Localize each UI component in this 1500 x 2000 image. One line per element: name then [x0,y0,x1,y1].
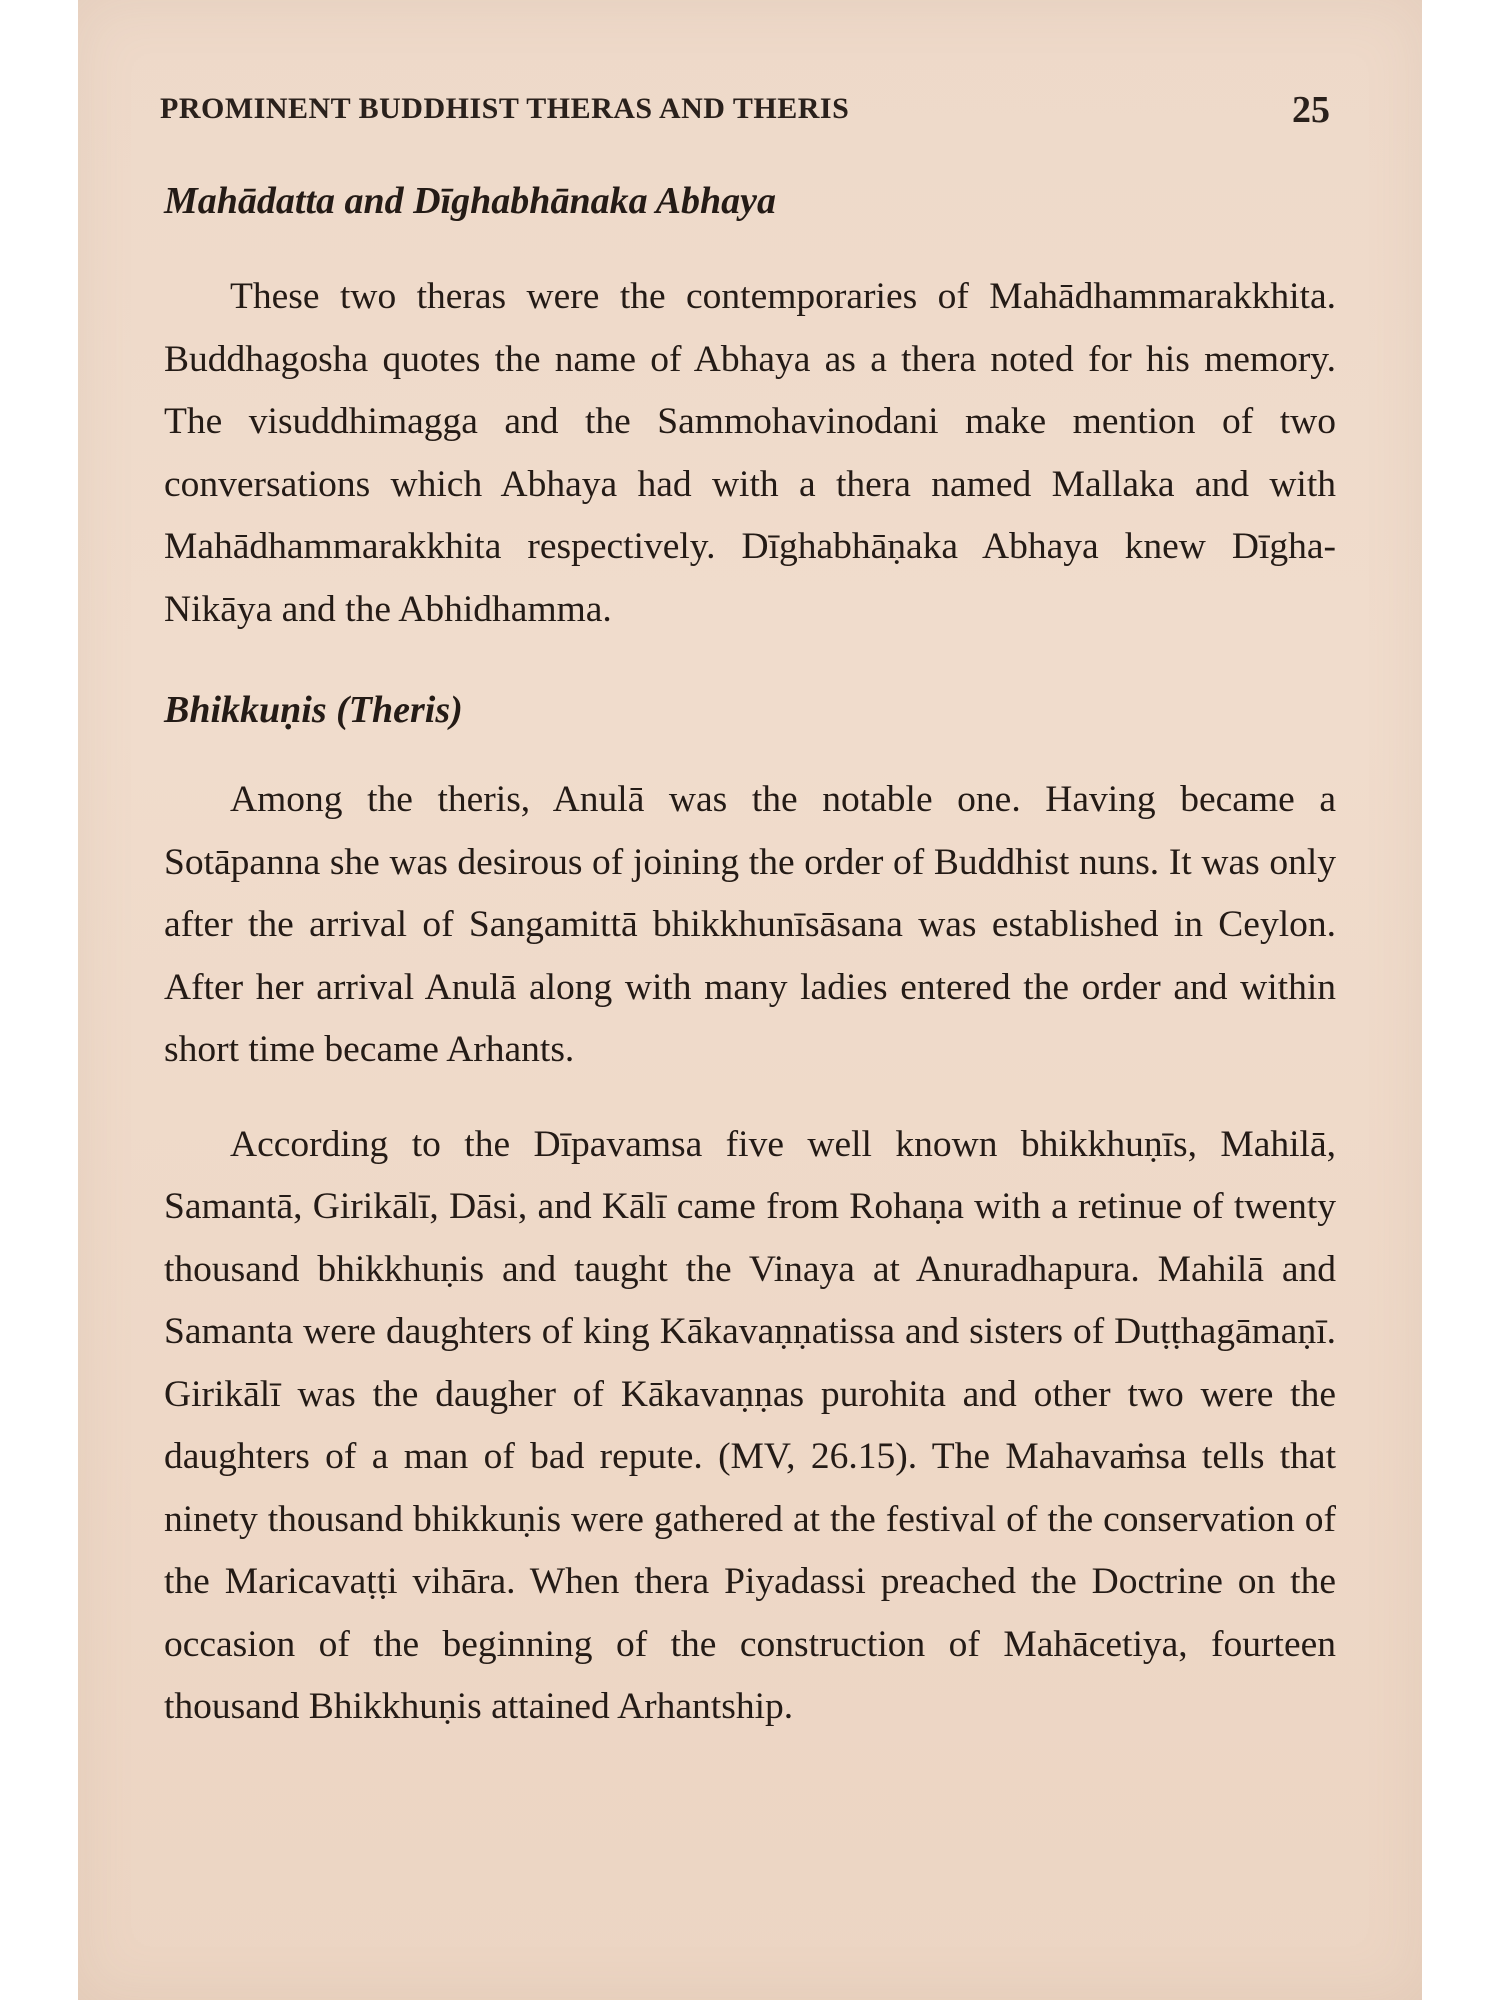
page-header [160,88,1330,131]
paragraph-mahadatta: These two theras were the contemporaries of Mahādhammarakkhita. Buddhagosha quotes the name of Abhaya as a thera noted for his memory. The visuddhimagga and the Sammohavinodani make mention of two conversations which Abhaya had with a thera named Mallaka and with Mahādhammarakkhita respectively. Dīghabhāṇaka Abhaya knew Dīgha-Nikāya and the Abhidhamma. [164,276,1336,630]
running-head: PROMINENT BUDDHIST THERAS AND THERIS [160,92,850,125]
paragraph-dipavamsa: According to the Dīpavamsa five well known bhikkhuṇīs, Mahilā, Samantā, Girikālī, Dāsi, and Kālī came from Rohaṇa with a retinue of twenty thousand bhikkhuṇis and taught the Vinaya at Anuradhapura. Mahilā and Samanta were daughters of king Kākavaṇṇatissa and sisters of Duṭṭhagāmaṇī. Girikālī was the daugher of Kākavaṇṇas purohita and other two were the daughters of a man of bad repute. (MV, 26.15). The Mahavaṁsa tells that ninety thousand bhikkuṇis were gathered at the festival of the conservation of the Maricavaṭṭi vihāra. When thera Piyadassi preached the Doctrine on the occasion of the beginning of the construction of Mahācetiya, fourteen thousand Bhikkhuṇis attained Arhantship. [164,1123,1336,1727]
section-heading-mahadatta: Mahādatta and Dīghabhānaka Abhaya [164,180,777,222]
section-heading-bhikkunis: Bhikkuṇis (Theris) [164,689,463,731]
paragraph-anula: Among the theris, Anulā was the notable one. Having became a Sotāpanna she was desirous of joining the order of Buddhist nuns. It was only after the arrival of Sangamittā bhikkhunīsāsana was established in Ceylon. After her arrival Anulā along with many ladies entered the order and within short time became Arhants. [164,779,1336,1070]
page-body [164,170,1336,1739]
page-number: 25 [1292,89,1330,131]
